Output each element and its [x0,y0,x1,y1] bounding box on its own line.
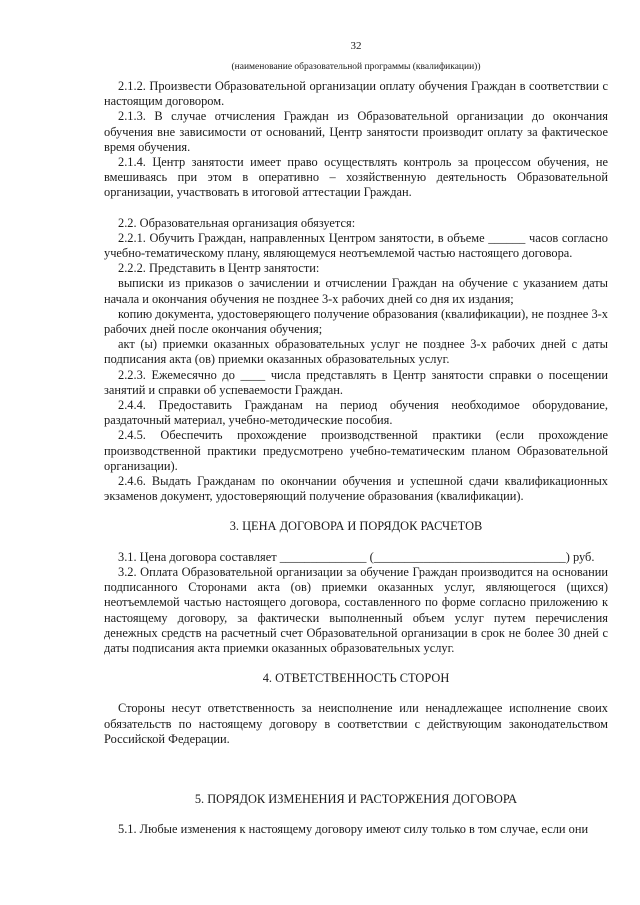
page-number: 32 [350,40,362,52]
spacer [104,504,608,519]
clause-document-copy: копию документа, удостоверяющего получение образования (квалификации), не позднее 3-х рабочих дней после окончания обучения; [104,306,608,337]
clause-2-1-4: 2.1.4. Центр занятости имеет право осуществлять контроль за процессом обучения, не вмешиваясь при этом в оперативно – хозяйственную деятельность Образовательной организации, участвовать в итоговой аттестации Граждан. [104,155,608,200]
spacer [104,656,608,671]
spacer [104,535,608,550]
clause-4: Стороны несут ответственность за неисполнение или ненадлежащее исполнение своих обязательств по настоящему договору в соответствии с действующим законодательством Российской Федерации. [104,701,608,746]
clause-5-1: 5.1. Любые изменения к настоящему договору имеют силу только в том случае, если они [118,822,589,837]
contract-body [104,79,608,837]
clause-2-4-4: 2.4.4. Предоставить Гражданам на период обучения необходимое оборудование, раздаточный материал, учебно-методические пособия. [104,398,608,428]
clause-2-1-2: 2.1.2. Произвести Образовательной организации оплату обучения Граждан в соответствии с настоящим договором. [104,79,608,109]
section-4-heading: 4. ОТВЕТСТВЕННОСТЬ СТОРОН [262,671,450,686]
clause-2-2-2: 2.2.2. Представить в Центр занятости: [118,261,320,276]
clause-3-1: 3.1. Цена договора составляет ______________ (_______________________________) руб. [118,549,595,564]
program-name-caption: (наименование образовательной программы (квалификации)) [231,62,481,72]
clause-extracts: выписки из приказов о зачислении и отчислении Граждан на обучение с указанием даты начала и окончания обучения не позднее 3-х рабочих дней со дня их издания; [104,276,608,306]
spacer [104,762,608,777]
spacer [104,747,608,762]
clause-2-2-1: 2.2.1. Обучить Граждан, направленных Центром занятости, в объеме ______ часов согласно учебно-тематическому плану, являющемуся неотъемлемой частью настоящего договора. [104,230,608,261]
spacer [104,686,608,701]
clause-2-4-5: 2.4.5. Обеспечить прохождение производственной практики (если прохождение производственной практики предусмотрено учебно-тематическим планом Образовательной организации). [104,428,608,473]
section-5-heading: 5. ПОРЯДОК ИЗМЕНЕНИЯ И РАСТОРЖЕНИЯ ДОГОВОРА [194,791,518,806]
spacer [104,201,608,216]
clause-2-2-3: 2.2.3. Ежемесячно до ____ числа представлять в Центр занятости справки о посещении занятий и справки об успеваемости Граждан. [104,367,608,397]
spacer [104,807,608,822]
clause-2-2: 2.2. Образовательная организация обязуется: [118,215,356,230]
clause-acceptance-act: акт (ы) приемки оказанных образовательных услуг не позднее 3-х рабочих дней с даты подписания акта (ов) приемки оказанных образовательных услуг. [104,337,608,367]
spacer [104,777,608,792]
section-3-heading: 3. ЦЕНА ДОГОВОРА И ПОРЯДОК РАСЧЕТОВ [229,519,483,534]
clause-2-4-6: 2.4.6. Выдать Гражданам по окончании обучения и успешной сдачи квалификационных экзаменов документ, удостоверяющий получение образования (квалификации). [104,474,608,504]
clause-2-1-3: 2.1.3. В случае отчисления Граждан из Образовательной организации до окончания обучения вне зависимости от оснований, Центр занятости производит оплату за фактическое время обучения. [104,109,608,154]
clause-3-2: 3.2. Оплата Образовательной организации за обучение Граждан производится на основании подписанного Сторонами акта (ов) приемки оказанных услуг, являющегося (щихся) неотъемлемой частью настоящего договора, составленного по форме согласно приложению к настоящему договору, за фактически выполненный объем услуг путем перечисления денежных средств на расчетный счет Образовательной организации в срок не более 30 дней с даты подписания акта приемки оказанных образовательных услуг. [104,564,608,655]
